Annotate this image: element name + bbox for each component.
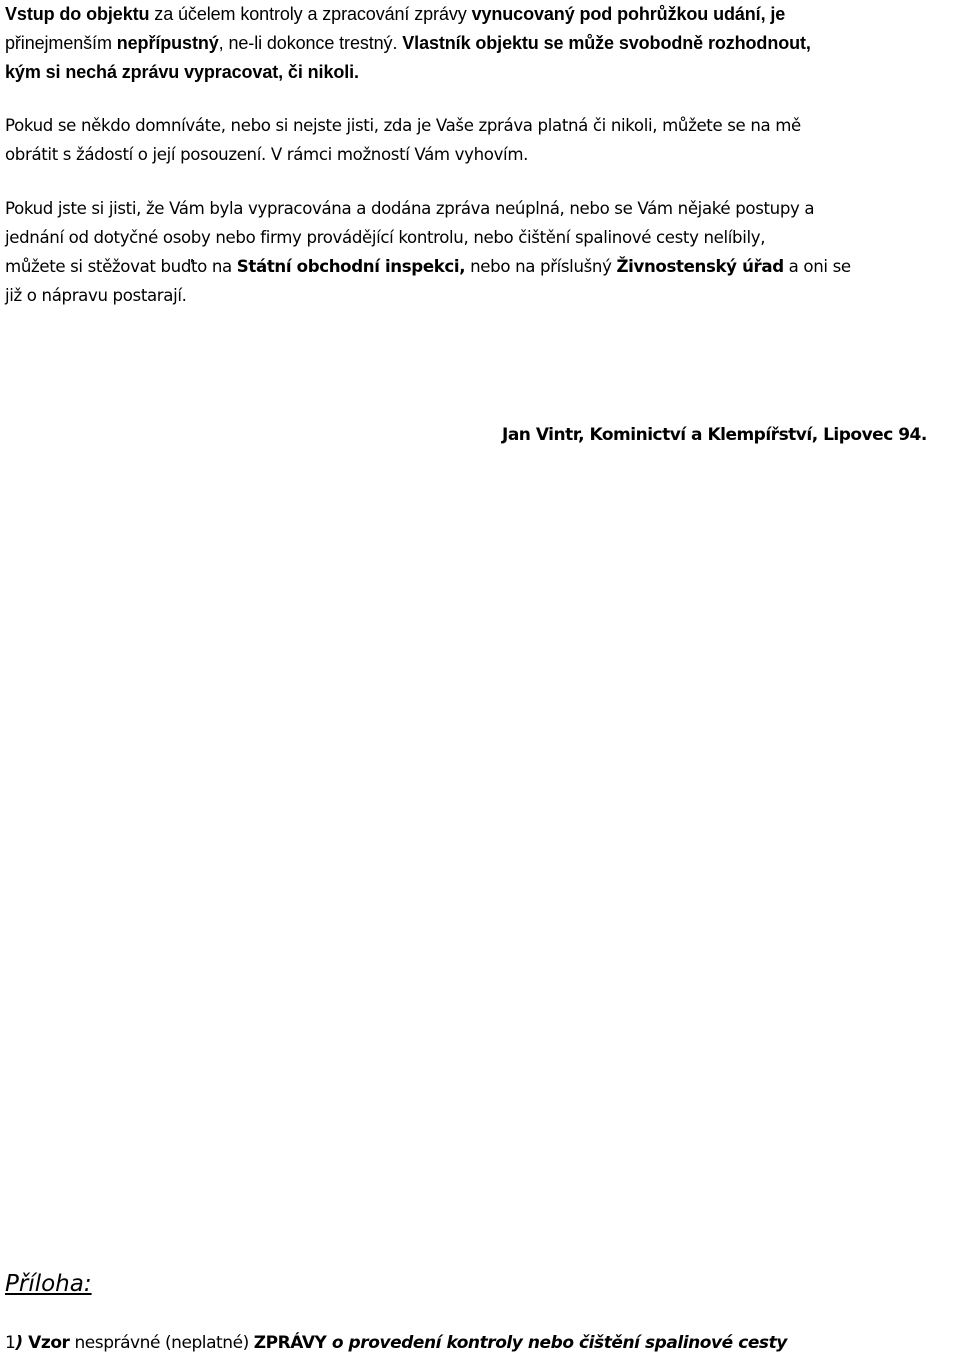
text: za účelem kontroly a zpracování zprávy	[149, 4, 472, 24]
bold-text: vynucovaný pod pohrůžkou udání, je	[471, 4, 786, 24]
validity-line-2: obrátit s žádostí o její posouzení. V rámci možností Vám vyhovím.	[5, 145, 529, 164]
text: nebo na příslušný	[465, 257, 617, 276]
complaint-line-1: Pokud jste si jisti, že Vám byla vypracována a dodána zpráva neúplná, nebo se Vám nějaké postupy a	[5, 199, 815, 218]
complaint-paragraph	[5, 194, 955, 310]
signature: Jan Vintr, Kominictví a Klempířství, Lipovec 94.	[502, 425, 927, 445]
bold-text: Živnostenský úřad	[616, 257, 784, 276]
warning-line-1	[5, 0, 955, 29]
text: nesprávné (neplatné)	[69, 1333, 254, 1353]
bold-text: Vzor	[22, 1333, 70, 1353]
text: přinejmenším	[5, 33, 117, 53]
warning-line-3	[5, 58, 955, 87]
bold-text: Vlastník objektu se může svobodně rozhodnout,	[402, 33, 811, 53]
attachment-item	[5, 1329, 787, 1358]
validity-paragraph	[5, 111, 955, 169]
text: , ne-li dokonce trestný.	[218, 33, 403, 53]
bold-text: Vstup do objektu	[5, 4, 150, 24]
attachment-heading: Příloha:	[5, 1271, 92, 1297]
text: můžete si stěžovat buďto na	[5, 257, 237, 276]
complaint-line-3	[5, 252, 955, 281]
bold-text: kým si nechá zprávu vypracovat, či nikoli.	[5, 62, 359, 82]
bold-text: Státní obchodní inspekci,	[236, 257, 466, 276]
item-number: 1	[5, 1333, 16, 1353]
complaint-line-4: již o nápravu postarají.	[5, 286, 187, 305]
bold-italic-text: o provedení kontroly nebo čištění spalinové cesty	[326, 1333, 787, 1353]
bold-text: nepřípustný	[116, 33, 219, 53]
complaint-line-2: jednání od dotyčné osoby nebo firmy provádějící kontrolu, nebo čištění spalinové cesty nelíbily,	[5, 228, 766, 247]
validity-line-1: Pokud se někdo domníváte, nebo si nejste jisti, zda je Vaše zpráva platná či nikoli, můžete se na mě	[5, 116, 801, 135]
warning-paragraph	[5, 0, 955, 87]
warning-line-2	[5, 29, 955, 58]
bold-text: ZPRÁVY	[253, 1333, 327, 1353]
text: a oni se	[783, 257, 851, 276]
item-paren: )	[15, 1333, 23, 1353]
